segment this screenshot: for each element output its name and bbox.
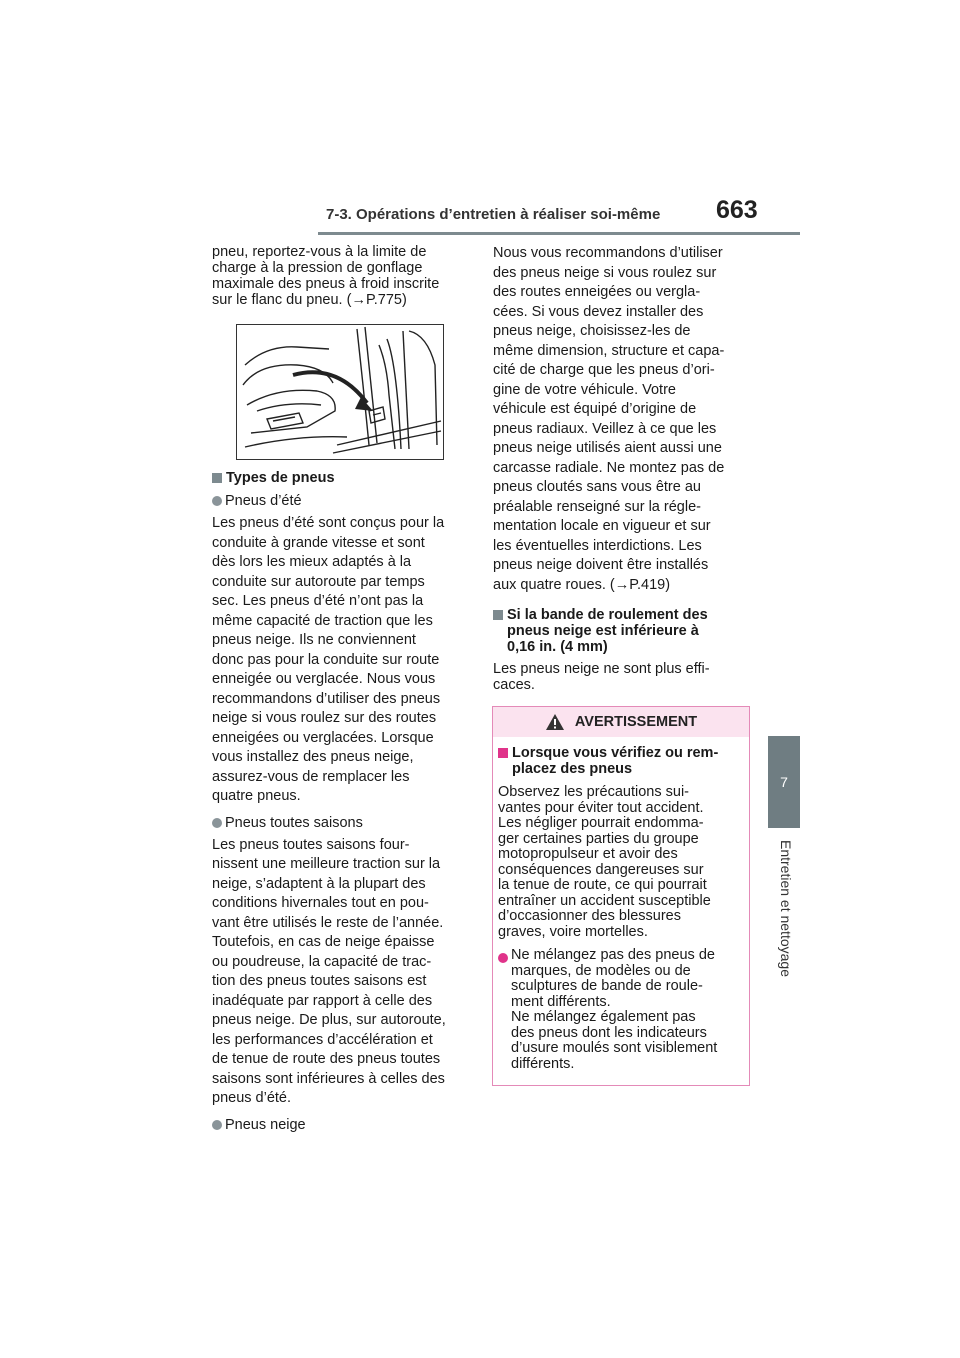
text-line: enneigées ou verglacées. Lorsque [212, 729, 434, 746]
text-line: pneus cloutés sans vous être au [493, 479, 701, 495]
heading-square-icon [493, 610, 503, 620]
text-line: pneus radiaux. Veillez à ce que les [493, 420, 717, 437]
warning-title: AVERTISSEMENT [574, 714, 698, 730]
warning-header [493, 707, 749, 737]
text-line: conséquences dangereuses sur [498, 861, 704, 878]
text-line: neige, s’adaptent à la plupart des [212, 875, 426, 892]
text-line: charge à la pression de gonflage [212, 260, 423, 276]
text-line: maximale des pneus à froid inscrite [212, 276, 440, 292]
text-line: entraîner un accident susceptible [498, 892, 711, 909]
section-title: 7-3. Opérations d’entretien à réaliser soi-même [326, 206, 661, 223]
warning-triangle-icon [545, 713, 565, 731]
text-line: sur le flanc du pneu. (→P.775) [212, 292, 407, 308]
text-line: Les pneus neige ne sont plus effi- [493, 661, 710, 677]
summer-paragraph [212, 514, 466, 807]
text-line: de tenue de route des pneus toutes [212, 1051, 441, 1067]
allseason-label: Pneus toutes saisons [225, 814, 363, 831]
text-line: Observez les précautions sui- [498, 784, 689, 800]
text-line: pneu, reportez-vous à la limite de [212, 244, 427, 260]
tread-heading [493, 607, 755, 655]
text-line: neige si vous roulez sur des routes [212, 710, 437, 726]
text-line: 0,16 in. (4 mm) [507, 639, 608, 655]
chapter-number: 7 [780, 774, 788, 790]
text-line: Les négliger pourrait endomma- [498, 815, 704, 831]
text-line: conduite sur autoroute par temps [212, 573, 425, 590]
left-column [212, 244, 466, 1135]
text-line: Lorsque vous vérifiez ou rem- [512, 745, 719, 761]
text-line: Toutefois, en cas de neige épaisse [212, 934, 435, 950]
page-number: 663 [716, 196, 758, 224]
text-line: pneus neige. De plus, sur autoroute, [212, 1012, 446, 1028]
text-line: mentation locale en vigueur et sur [493, 518, 711, 534]
text-line: les éventuelles interdictions. Les [493, 537, 702, 554]
text-line: conduite à grande vitesse et sont [212, 534, 425, 551]
text-line: cité de charge que les pneus d’ori- [493, 362, 715, 378]
text-line: caces. [493, 677, 535, 693]
text-line: carcasse radiale. Ne montez pas de [493, 459, 725, 476]
text-line: préalable renseigné sur la régle- [493, 498, 701, 515]
text-line: Nous vous recommandons d’utiliser [493, 245, 723, 261]
snow-paragraph [493, 244, 755, 595]
text-line: gine de votre véhicule. Votre [493, 381, 676, 398]
text-line: ou poudreuse, la capacité de trac- [212, 953, 432, 970]
text-line: donc pas pour la conduite sur route [212, 651, 440, 668]
warning-body [493, 737, 749, 1072]
text-line: véhicule est équipé d’origine de [493, 401, 697, 417]
text-line: vant être utilisés le reste de l’année. [212, 914, 444, 931]
text-line: ger certaines parties du groupe [498, 830, 699, 847]
warning-bullet-text [511, 948, 717, 1072]
snow-tire-item [212, 1116, 466, 1135]
text-line: conditions hivernales tout en pou- [212, 895, 429, 911]
intro-paragraph [212, 244, 466, 308]
text-line: d’occasionner des blessures [498, 908, 681, 924]
allseason-paragraph [212, 836, 466, 1109]
text-line: cées. Si vous devez installer des [493, 303, 704, 320]
text-line: pneus neige est inférieure à [507, 623, 699, 639]
text-line: pneus d’été. [212, 1090, 292, 1106]
text-line: nissent une meilleure traction sur la [212, 856, 441, 872]
text-line: placez des pneus [512, 761, 633, 777]
text-line: quatre pneus. [212, 788, 301, 804]
text-line: Si la bande de roulement des [507, 607, 708, 623]
text-line: sculptures de bande de roule- [511, 978, 703, 994]
text-line: des routes enneigées ou vergla- [493, 284, 701, 300]
tread-paragraph [493, 661, 755, 693]
text-line: saisons sont inférieures à celles des [212, 1070, 445, 1087]
text-line: des pneus neige si vous roulez sur [493, 264, 717, 281]
text-line: Ne mélangez également pas [511, 1009, 696, 1025]
text-line: vantes pour éviter tout accident. [498, 799, 704, 816]
heading-square-icon [498, 748, 508, 758]
text-line: la tenue de route, ce qui pourrait [498, 877, 707, 893]
text-line: tion des pneus toutes saisons est [212, 973, 427, 989]
text-line: recommandons d’utiliser des pneus [212, 690, 441, 707]
snow-label: Pneus neige [225, 1116, 306, 1133]
text-line: Les pneus d’été sont conçus pour la [212, 515, 445, 531]
text-line: enneigée ou verglacée. Nous vous [212, 671, 436, 687]
types-heading-text: Types de pneus [226, 470, 335, 486]
warning-box [492, 706, 750, 1086]
text-line: les performances d’accélération et [212, 1031, 433, 1048]
text-line: sec. Les pneus d’été n’ont pas la [212, 593, 424, 609]
bullet-dot-icon [212, 1120, 222, 1130]
car-seat-and-door-illustration [237, 325, 443, 459]
warning-heading [498, 745, 744, 777]
text-line: pneus neige doivent être installés [493, 557, 709, 573]
text-line: ment différents. [511, 993, 611, 1010]
warning-paragraph [498, 785, 744, 940]
header-rule [318, 232, 800, 235]
heading-square-icon [212, 473, 222, 483]
door-jamb-label-illustration [236, 324, 444, 460]
text-line: des pneus dont les indicateurs [511, 1024, 707, 1041]
text-line: aux quatre roues. (→P.419) [493, 576, 671, 593]
summer-label: Pneus d’été [225, 493, 302, 509]
text-line: pneus neige. Ils ne conviennent [212, 632, 416, 648]
allseason-tire-item [212, 814, 466, 833]
text-line: vous installez des pneus neige, [212, 749, 414, 765]
bullet-dot-icon [498, 953, 508, 963]
text-line: Les pneus toutes saisons four- [212, 836, 410, 853]
bullet-dot-icon [212, 818, 222, 828]
text-line: même capacité de traction que les [212, 612, 433, 629]
text-line: marques, de modèles ou de [511, 962, 691, 979]
text-line: d’usure moulés sont visiblement [511, 1040, 718, 1056]
text-line: dès lors les mieux adaptés à la [212, 554, 412, 570]
types-heading [212, 470, 466, 486]
text-line: même dimension, structure et capa- [493, 342, 725, 359]
chapter-tab [768, 736, 800, 828]
right-column [493, 244, 755, 693]
text-line: pneus neige utilisés aient aussi une [493, 440, 722, 456]
bullet-dot-icon [212, 496, 222, 506]
text-line: graves, voire mortelles. [498, 923, 648, 940]
text-line: motopropulseur et avoir des [498, 846, 678, 862]
text-line: différents. [511, 1055, 575, 1072]
chapter-title: Entretien et nettoyage [778, 840, 794, 977]
text-line: assurez-vous de remplacer les [212, 768, 410, 785]
warning-heading-text [512, 745, 718, 777]
summer-tire-item [212, 492, 466, 511]
tread-heading-text [507, 607, 708, 655]
text-line: inadéquate par rapport à celle des [212, 992, 433, 1009]
warning-bullet [498, 948, 744, 1072]
text-line: Ne mélangez pas des pneus de [511, 947, 715, 963]
text-line: pneus neige, choisissez-les de [493, 323, 691, 339]
